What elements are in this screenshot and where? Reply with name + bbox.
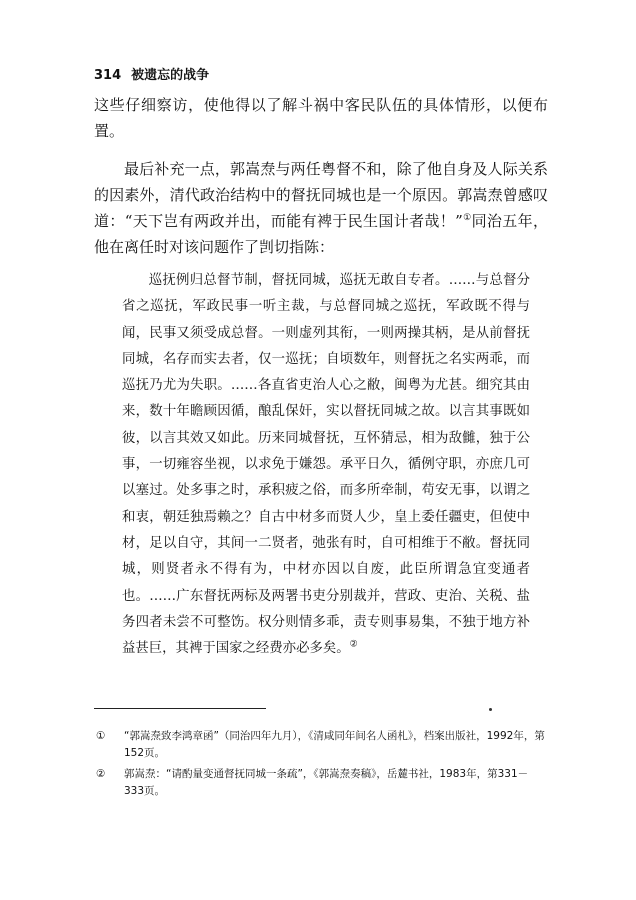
print-speck <box>489 708 492 711</box>
running-title: 被遗忘的战争 <box>131 68 210 83</box>
body-paragraph-2 <box>94 156 548 260</box>
paragraph-2-text: 最后补充一点，郭嵩焘与两任粤督不和，除了他自身及人际关系的因素外，清代政治结构中的督抚同城也是一个原因。郭嵩焘曾感叹道：“天下岂有两政并出，而能有裨于民生国计者哉！” <box>94 160 548 230</box>
footnote-ref-1: ① <box>462 213 472 223</box>
quote-text: 巡抚例归总督节制，督抚同城，巡抚无敢自专者。……与总督分省之巡抚，军政民事一听主裁，与总督同城之巡抚，军政既不得与闻，民事又须受成总督。一则虚列其衔，一则两操其柄，是从前督抚同城，名存而实去者，仅一巡抚；自顷数年，则督抚之名实两乖，而巡抚乃尤为失职。……各直省吏治人心之敝，闽粤为尤甚。细究其由来，数十年瞻顾因循，酿乱保奸，实以督抚同城之故。以言其事既如彼，以言其效又如此。历来同城督抚，互怀猜忌，相为敌雠，独于公事，一切雍容坐视，以求免于嫌怨。承平日久，循例守职，亦庶几可以塞过。处多事之时，承积疲之俗，而多所牵制，苟安无事，以谓之和衷，朝廷独焉赖之？自古中材多而贤人少，皇上委任疆吏，但使中材，足以自守，其间一二贤者，弛张有时，自可相维于不敝。督抚同城，则贤者永不得有为，中材亦因以自废，此臣所谓急宜变通者也。……广东督抚两标及两署书吏分别裁并，营政、吏治、关税、盐务四者未尝不可整饬。权分则情多乖，责专则事易集，不独于地方补益甚巨，其裨于国家之经费亦必多矣。 <box>122 273 530 657</box>
footnote-1 <box>96 728 548 762</box>
body-paragraph-1: 这些仔细察访，使他得以了解斗祸中客民队伍的具体情形，以便布置。 <box>94 96 548 140</box>
footnote-2-mark: ② <box>96 768 106 780</box>
paragraph-2-tail: 同治五年，他在离任时对该问题作了剀切指陈： <box>94 212 548 256</box>
footnote-1-mark: ① <box>96 730 106 742</box>
quote-paragraph <box>122 268 530 662</box>
page-header <box>94 64 209 83</box>
footnote-1-text: “郭嵩焘致李鸿章函”（同治四年九月），《清咸同年间名人函札》，档案出版社，1992年，第152页。 <box>124 730 545 759</box>
footnote-ref-2: ② <box>349 639 358 650</box>
block-quote <box>122 268 530 662</box>
footnote-divider <box>94 708 266 709</box>
page-number: 314 <box>94 68 122 83</box>
footnotes <box>96 728 548 804</box>
footnote-2-text: 郭嵩焘：“请酌量变通督抚同城一条疏”，《郭嵩焘奏稿》，岳麓书社，1983年，第331－333页。 <box>124 768 529 797</box>
footnote-2 <box>96 766 548 800</box>
